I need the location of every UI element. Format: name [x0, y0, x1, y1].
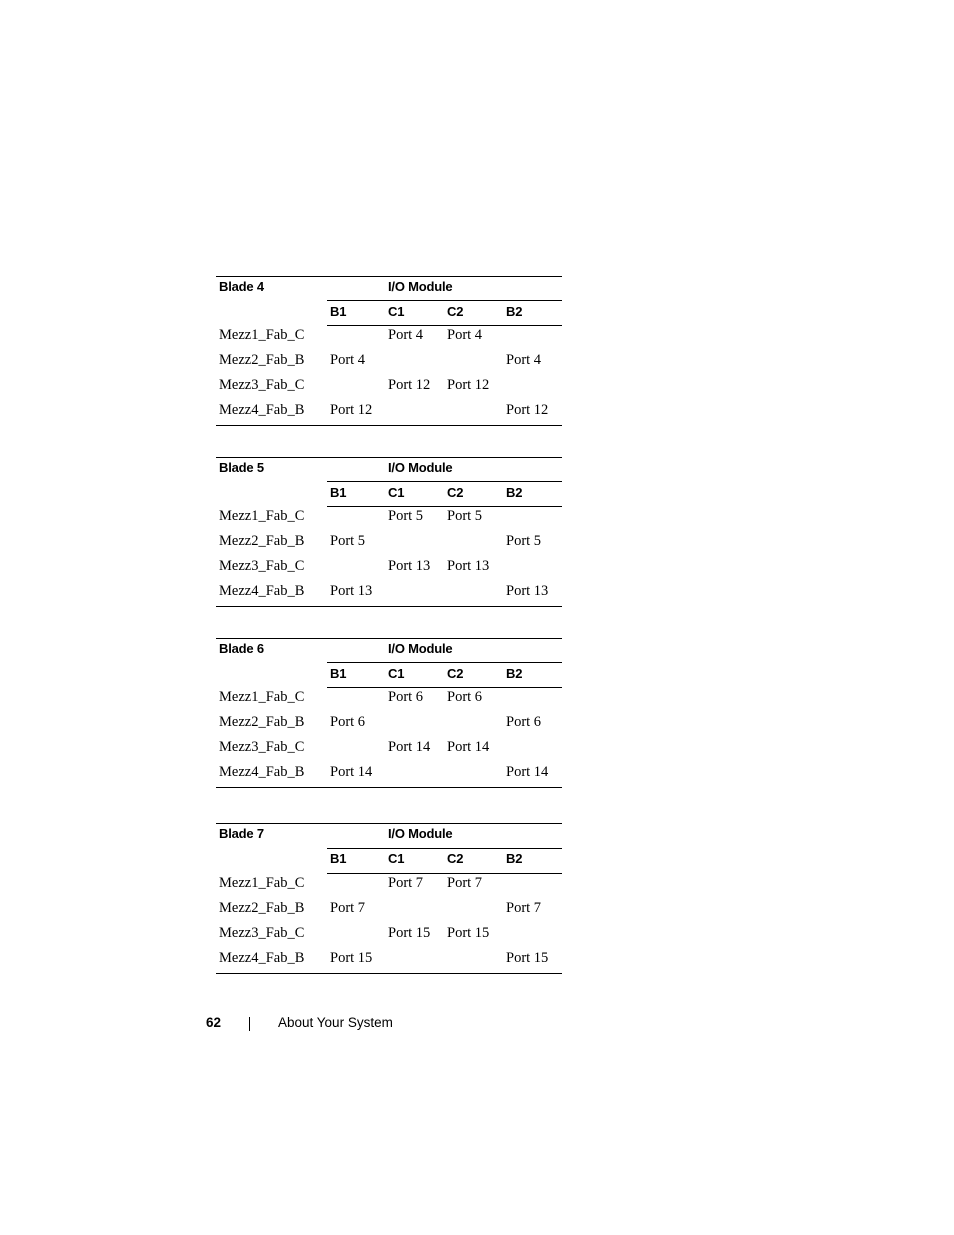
cell-b2: Port 6 — [506, 714, 542, 730]
cell-b2: Port 13 — [506, 583, 549, 599]
column-header-c2: C2 — [447, 666, 464, 681]
io-module-header: I/O Module — [388, 641, 453, 656]
column-header-c1: C1 — [388, 485, 405, 500]
io-module-rule — [327, 481, 562, 482]
cell-c2: Port 6 — [447, 689, 483, 705]
cell-b1: Port 15 — [330, 950, 373, 966]
row-label: Mezz4_Fab_B — [219, 950, 305, 966]
column-header-b2: B2 — [506, 304, 523, 319]
header-bottom-rule — [327, 687, 562, 688]
table-bottom-rule — [216, 787, 562, 788]
table-bottom-rule — [216, 973, 562, 974]
column-header-b2: B2 — [506, 666, 523, 681]
header-bottom-rule — [327, 873, 562, 874]
row-label: Mezz3_Fab_C — [219, 558, 305, 574]
row-label: Mezz4_Fab_B — [219, 402, 305, 418]
table-top-rule — [216, 823, 562, 824]
table-title: Blade 7 — [219, 826, 264, 841]
table-title: Blade 4 — [219, 279, 264, 294]
column-header-b2: B2 — [506, 851, 523, 866]
row-label: Mezz2_Fab_B — [219, 533, 305, 549]
cell-b1: Port 14 — [330, 764, 373, 780]
cell-b1: Port 12 — [330, 402, 373, 418]
cell-b2: Port 14 — [506, 764, 549, 780]
io-module-header: I/O Module — [388, 460, 453, 475]
row-label: Mezz1_Fab_C — [219, 875, 305, 891]
table-bottom-rule — [216, 606, 562, 607]
cell-c1: Port 6 — [388, 689, 424, 705]
table-bottom-rule — [216, 425, 562, 426]
row-label: Mezz1_Fab_C — [219, 327, 305, 343]
cell-c2: Port 7 — [447, 875, 483, 891]
io-module-header: I/O Module — [388, 826, 453, 841]
column-header-b1: B1 — [330, 851, 347, 866]
cell-c2: Port 4 — [447, 327, 483, 343]
cell-c2: Port 14 — [447, 739, 490, 755]
column-header-b1: B1 — [330, 304, 347, 319]
row-label: Mezz2_Fab_B — [219, 352, 305, 368]
row-label: Mezz2_Fab_B — [219, 714, 305, 730]
column-header-c2: C2 — [447, 485, 464, 500]
cell-c1: Port 14 — [388, 739, 431, 755]
cell-b2: Port 4 — [506, 352, 542, 368]
column-header-c1: C1 — [388, 304, 405, 319]
cell-b2: Port 12 — [506, 402, 549, 418]
header-bottom-rule — [327, 506, 562, 507]
cell-b1: Port 5 — [330, 533, 366, 549]
cell-c2: Port 5 — [447, 508, 483, 524]
header-bottom-rule — [327, 325, 562, 326]
row-label: Mezz1_Fab_C — [219, 508, 305, 524]
row-label: Mezz4_Fab_B — [219, 764, 305, 780]
cell-b2: Port 15 — [506, 950, 549, 966]
column-header-b1: B1 — [330, 485, 347, 500]
table-top-rule — [216, 457, 562, 458]
section-title: About Your System — [278, 1015, 393, 1030]
table-top-rule — [216, 638, 562, 639]
column-header-b1: B1 — [330, 666, 347, 681]
column-header-c2: C2 — [447, 304, 464, 319]
io-module-rule — [327, 662, 562, 663]
cell-c2: Port 15 — [447, 925, 490, 941]
row-label: Mezz3_Fab_C — [219, 377, 305, 393]
cell-c1: Port 4 — [388, 327, 424, 343]
io-module-rule — [327, 300, 562, 301]
cell-c2: Port 12 — [447, 377, 490, 393]
table-title: Blade 6 — [219, 641, 264, 656]
row-label: Mezz1_Fab_C — [219, 689, 305, 705]
cell-b1: Port 13 — [330, 583, 373, 599]
io-module-header: I/O Module — [388, 279, 453, 294]
row-label: Mezz3_Fab_C — [219, 925, 305, 941]
cell-b2: Port 7 — [506, 900, 542, 916]
table-top-rule — [216, 276, 562, 277]
column-header-c1: C1 — [388, 851, 405, 866]
cell-b2: Port 5 — [506, 533, 542, 549]
table-title: Blade 5 — [219, 460, 264, 475]
cell-c2: Port 13 — [447, 558, 490, 574]
io-module-rule — [327, 848, 562, 849]
cell-c1: Port 13 — [388, 558, 431, 574]
page-number: 62 — [206, 1015, 222, 1030]
cell-b1: Port 6 — [330, 714, 366, 730]
footer-separator — [249, 1017, 250, 1031]
row-label: Mezz3_Fab_C — [219, 739, 305, 755]
cell-c1: Port 12 — [388, 377, 431, 393]
cell-c1: Port 5 — [388, 508, 424, 524]
cell-b1: Port 7 — [330, 900, 366, 916]
row-label: Mezz4_Fab_B — [219, 583, 305, 599]
column-header-c2: C2 — [447, 851, 464, 866]
cell-b1: Port 4 — [330, 352, 366, 368]
cell-c1: Port 7 — [388, 875, 424, 891]
cell-c1: Port 15 — [388, 925, 431, 941]
column-header-b2: B2 — [506, 485, 523, 500]
column-header-c1: C1 — [388, 666, 405, 681]
row-label: Mezz2_Fab_B — [219, 900, 305, 916]
